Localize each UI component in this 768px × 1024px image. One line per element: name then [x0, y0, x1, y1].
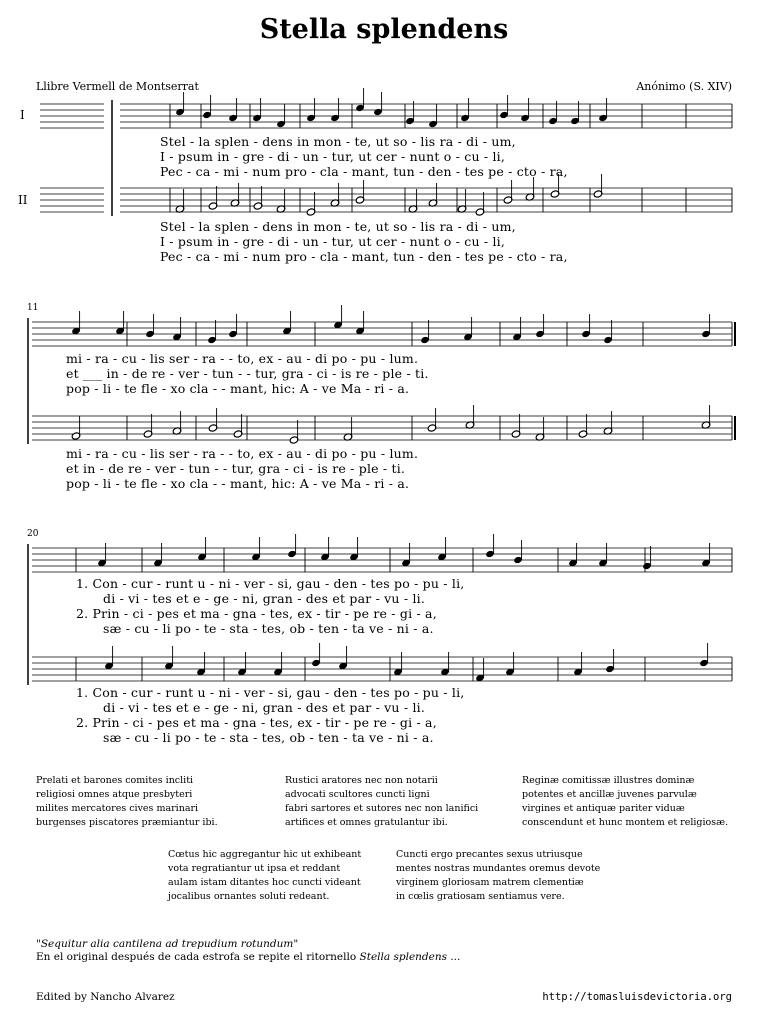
lyric-s3-v2-l4: sæ - cu - li po - te - sta - tes, ob - ten - ta ve - ni - a.	[103, 730, 434, 745]
incipit-label-ii: II	[18, 193, 28, 207]
lyric-s3-v1-l3: 2. Prin - ci - pes et ma - gna - tes, ex - tir - pe re - gi - a,	[76, 606, 437, 621]
lyric-s2-v1-l1: mi - ra - cu - lis ser - ra - - to, ex - au - di po - pu - lum.	[66, 351, 419, 366]
lyric-s3-v1-l1: 1. Con - cur - runt u - ni - ver - si, gau - den - tes po - pu - li,	[76, 576, 465, 591]
lyric-s2-v1-l2: et ___ in - de re - ver - tun - - tur, gra - ci - is re - ple - ti.	[66, 366, 429, 381]
editor-credit: Edited by Nancho Alvarez	[36, 991, 175, 1003]
lyric-s1-v2-l3: Pec - ca - mi - num pro - cla - mant, tun - den - tes pe - cto - ra,	[160, 249, 568, 264]
lyric-s2-v2-l1: mi - ra - cu - lis ser - ra - - to, ex - au - di po - pu - lum.	[66, 446, 419, 461]
source-label: Llibre Vermell de Montserrat	[36, 80, 199, 93]
lyric-s2-v2-l3: pop - li - te fle - xo cla - - mant, hic: A - ve Ma - ri - a.	[66, 476, 410, 491]
strophe-1: Prelati et barones comites incliti religiosi omnes atque presbyteri milites mercatores cives marinari burgenses piscatores præmiantur ibi.	[36, 775, 218, 828]
footnote-text: En el original después de cada estrofa se repite el ritornello Stella splendens ...	[36, 951, 461, 963]
lyric-s1-v1-l3: Pec - ca - mi - num pro - cla - mant, tun - den - tes pe - cto - ra,	[160, 164, 568, 179]
measure-number-11: 11	[27, 303, 39, 313]
lyric-s1-v2-l2: I - psum in - gre - di - un - tur, ut cer - nunt o - cu - li,	[160, 234, 506, 249]
strophe-5: Cuncti ergo precantes sexus utriusque mentes nostras mundantes oremus devote virginem gloriosam matrem clementiæ in cœlis gratiosam sentiamus vere.	[396, 849, 601, 902]
strophe-2: Rustici aratores nec non notarii advocati scultores cuncti ligni fabri sartores et sutores nec non lanifici artifices et omnes gratulantur ibi.	[285, 775, 479, 828]
page-title: Stella splendens	[259, 14, 509, 45]
lyric-s1-v1-l1: Stel - la splen - dens in mon - te, ut so - lis ra - di - um,	[160, 134, 516, 149]
lyric-s2-v2-l2: et in - de re - ver - tun - - tur, gra - ci - is re - ple - ti.	[66, 461, 406, 476]
incipit-label-i: I	[20, 108, 25, 122]
lyric-s3-v2-l3: 2. Prin - ci - pes et ma - gna - tes, ex - tir - pe re - gi - a,	[76, 715, 437, 730]
measure-number-20: 20	[27, 529, 39, 539]
strophe-3: Reginæ comitissæ illustres dominæ potentes et ancillæ juvenes parvulæ virgines et antiquæ pariter viduæ conscendunt et hunc montem et religiosæ.	[522, 775, 729, 828]
lyric-s2-v1-l3: pop - li - te fle - xo cla - - mant, hic: A - ve Ma - ri - a.	[66, 381, 410, 396]
lyric-s3-v1-l4: sæ - cu - li po - te - sta - tes, ob - ten - ta ve - ni - a.	[103, 621, 434, 636]
lyric-s3-v1-l2: di - vi - tes et e - ge - ni, gran - des et par - vu - li.	[103, 591, 426, 606]
lyric-s1-v1-l2: I - psum in - gre - di - un - tur, ut cer - nunt o - cu - li,	[160, 149, 506, 164]
website-url: http://tomasluisdevictoria.org	[542, 991, 732, 1003]
footnote-heading: "Sequitur alia cantilena ad trepudium rotundum"	[36, 938, 299, 950]
composer-label: Anónimo (S. XIV)	[636, 80, 732, 93]
strophe-4: Cœtus hic aggregantur hic ut exhibeant vota regratiantur ut ipsa et reddant aulam istam ditantes hoc cuncti videant jocalibus ornantes soluti redeant.	[168, 849, 362, 902]
lyric-s1-v2-l1: Stel - la splen - dens in mon - te, ut so - lis ra - di - um,	[160, 219, 516, 234]
lyric-s3-v2-l1: 1. Con - cur - runt u - ni - ver - si, gau - den - tes po - pu - li,	[76, 685, 465, 700]
lyric-s3-v2-l2: di - vi - tes et e - ge - ni, gran - des et par - vu - li.	[103, 700, 426, 715]
